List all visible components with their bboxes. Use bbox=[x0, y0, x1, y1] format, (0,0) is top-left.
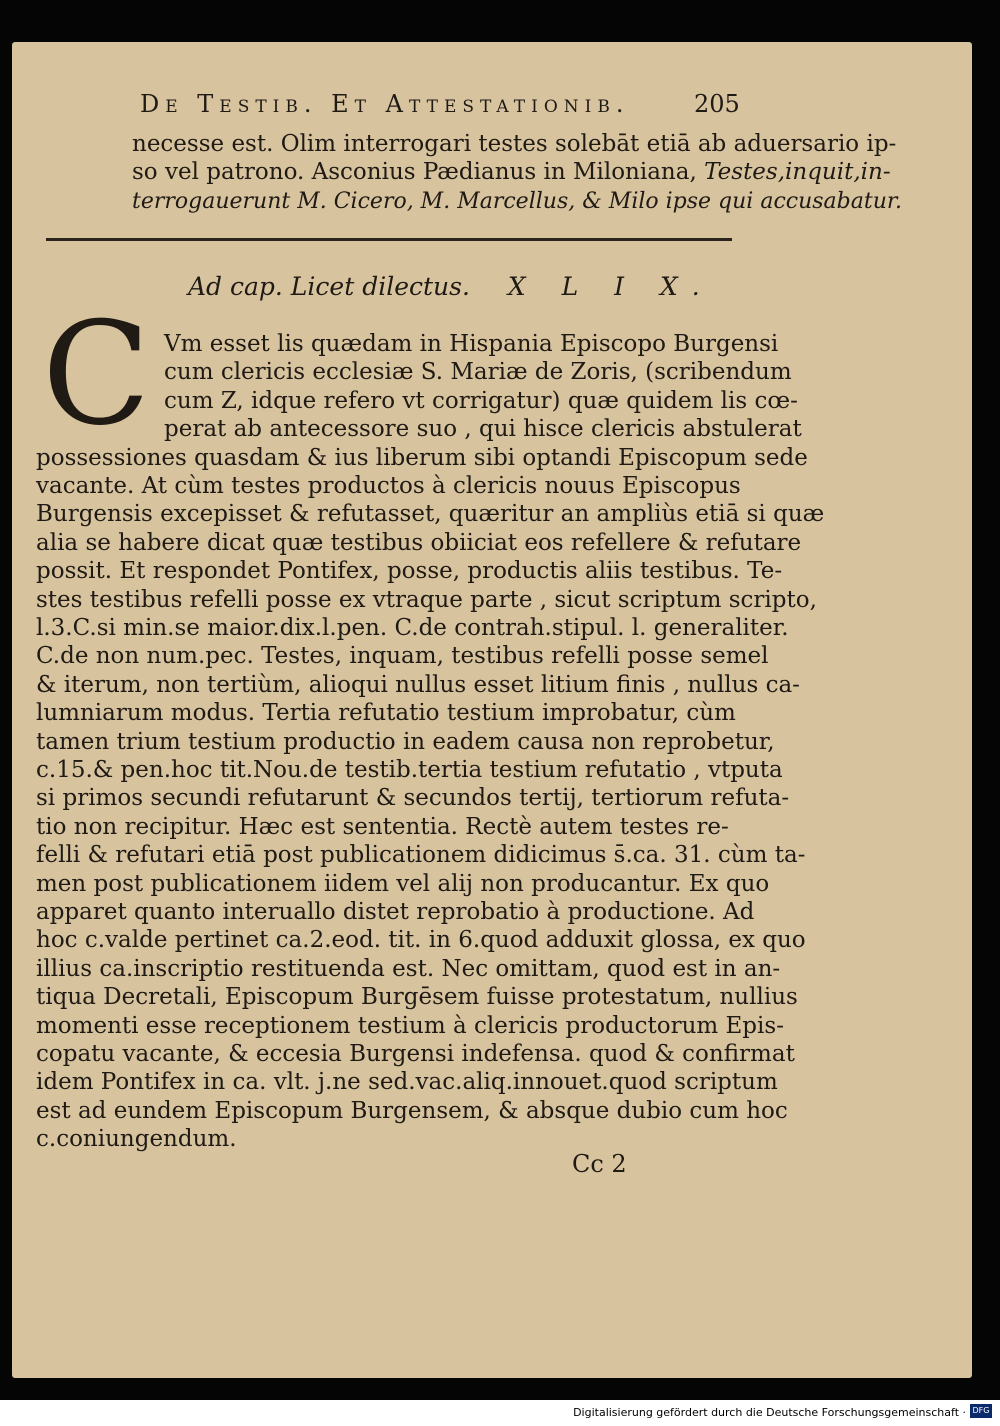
body-line: idem Pontifex in ca. vlt. j.ne sed.vac.aliq.innouet.quod scriptum bbox=[36, 1069, 778, 1096]
catchword-signature: Cc 2 bbox=[572, 1150, 627, 1178]
top-line-1: necesse est. Olim interrogari testes solebāt etiā ab aduersario ip- bbox=[132, 131, 897, 157]
separator-rule bbox=[46, 238, 732, 241]
drop-capital: C bbox=[42, 292, 151, 457]
body-line: cum Z, idque refero vt corrigatur) quæ quidem lis cœ- bbox=[164, 387, 798, 414]
body-line: apparet quanto interuallo distet reprobatio à productione. Ad bbox=[36, 899, 755, 925]
page-number: 205 bbox=[694, 90, 740, 118]
body-line: perat ab antecessore suo , qui hisce clericis abstulerat bbox=[164, 416, 802, 443]
body-line: tiqua Decretali, Episcopum Burgēsem fuisse protestatum, nullius bbox=[36, 984, 798, 1011]
body-line: & iterum, non tertiùm, alioqui nullus esset litium finis , nullus ca- bbox=[36, 671, 800, 698]
chapter-number: X L I X. bbox=[507, 272, 714, 301]
body-line: stes testibus refelli posse ex vtraque parte , sicut scriptum scripto, bbox=[36, 586, 817, 613]
body-line: men post publicationem iidem vel alij non producantur. Ex quo bbox=[36, 870, 770, 897]
body-line: C.de non num.pec. Testes, inquam, testibus refelli posse semel bbox=[36, 643, 769, 670]
body-line: est ad eundem Episcopum Burgensem, & absque dubio cum hoc bbox=[36, 1097, 788, 1124]
body-line: l.3.C.si min.se maior.dix.l.pen. C.de contrah.stipul. l. generaliter. bbox=[36, 615, 789, 641]
dfg-logo: DFG bbox=[970, 1404, 992, 1418]
body-line: alia se habere dicat quæ testibus obiiciat eos refellere & refutare bbox=[36, 529, 802, 556]
chapter-heading bbox=[188, 272, 714, 301]
body-line: tamen trium testium productio in eadem causa non reprobetur, bbox=[36, 728, 775, 755]
digitization-credit: Digitalisierung gefördert durch die Deutsche Forschungsgemeinschaft · bbox=[573, 1406, 966, 1419]
book-page bbox=[12, 42, 972, 1378]
body-line: felli & refutari etiā post publicationem didicimus s̄.ca. 31. cùm ta- bbox=[36, 842, 806, 869]
running-head: De Testib. Et Attestationib. bbox=[140, 90, 630, 118]
body-line: illius ca.inscriptio restituenda est. Nec omittam, quod est in an- bbox=[36, 955, 781, 982]
body-line: possessiones quasdam & ius liberum sibi optandi Episcopum sede bbox=[36, 444, 808, 471]
body-line: lumniarum modus. Tertia refutatio testium improbatur, cùm bbox=[36, 700, 736, 727]
body-line: c.coniungendum. bbox=[36, 1126, 237, 1153]
body-line: copatu vacante, & eccesia Burgensi indefensa. quod & confirmat bbox=[36, 1041, 795, 1067]
body-line: si primos secundi refutarunt & secundos tertij, tertiorum refuta- bbox=[36, 785, 790, 812]
top-line-2-text: so vel patrono. Asconius Pædianus in Miloniana, bbox=[132, 159, 697, 185]
body-line: Vm esset lis quædam in Hispania Episcopo Burgensi bbox=[164, 331, 779, 357]
body-line: hoc c.valde pertinet ca.2.eod. tit. in 6.quod adduxit glossa, ex quo bbox=[36, 927, 806, 954]
top-line-2-italic: Testes,inquit,in- bbox=[704, 159, 891, 185]
body-line: tio non recipitur. Hæc est sententia. Rectè autem testes re- bbox=[36, 813, 729, 840]
top-line-2 bbox=[132, 158, 891, 186]
body-line: c.15.& pen.hoc tit.Nou.de testib.tertia testium refutatio , vtputa bbox=[36, 757, 783, 783]
body-line: vacante. At cùm testes productos à clericis nouus Episcopus bbox=[36, 473, 741, 499]
chapter-prefix: Ad cap. Licet dilectus. bbox=[188, 272, 470, 301]
body-line: cum clericis ecclesiæ S. Mariæ de Zoris, (scribendum bbox=[164, 359, 792, 386]
body-line: possit. Et respondet Pontifex, posse, productis aliis testibus. Te- bbox=[36, 558, 783, 585]
body-line: Burgensis excepisset & refutasset, quæritur an ampliùs etiā si quæ bbox=[36, 501, 825, 528]
top-line-3: terrogauerunt M. Cicero, M. Marcellus, & Milo ipse qui accusabatur. bbox=[132, 189, 902, 214]
body-line: momenti esse receptionem testium à clericis productorum Epis- bbox=[36, 1012, 784, 1039]
